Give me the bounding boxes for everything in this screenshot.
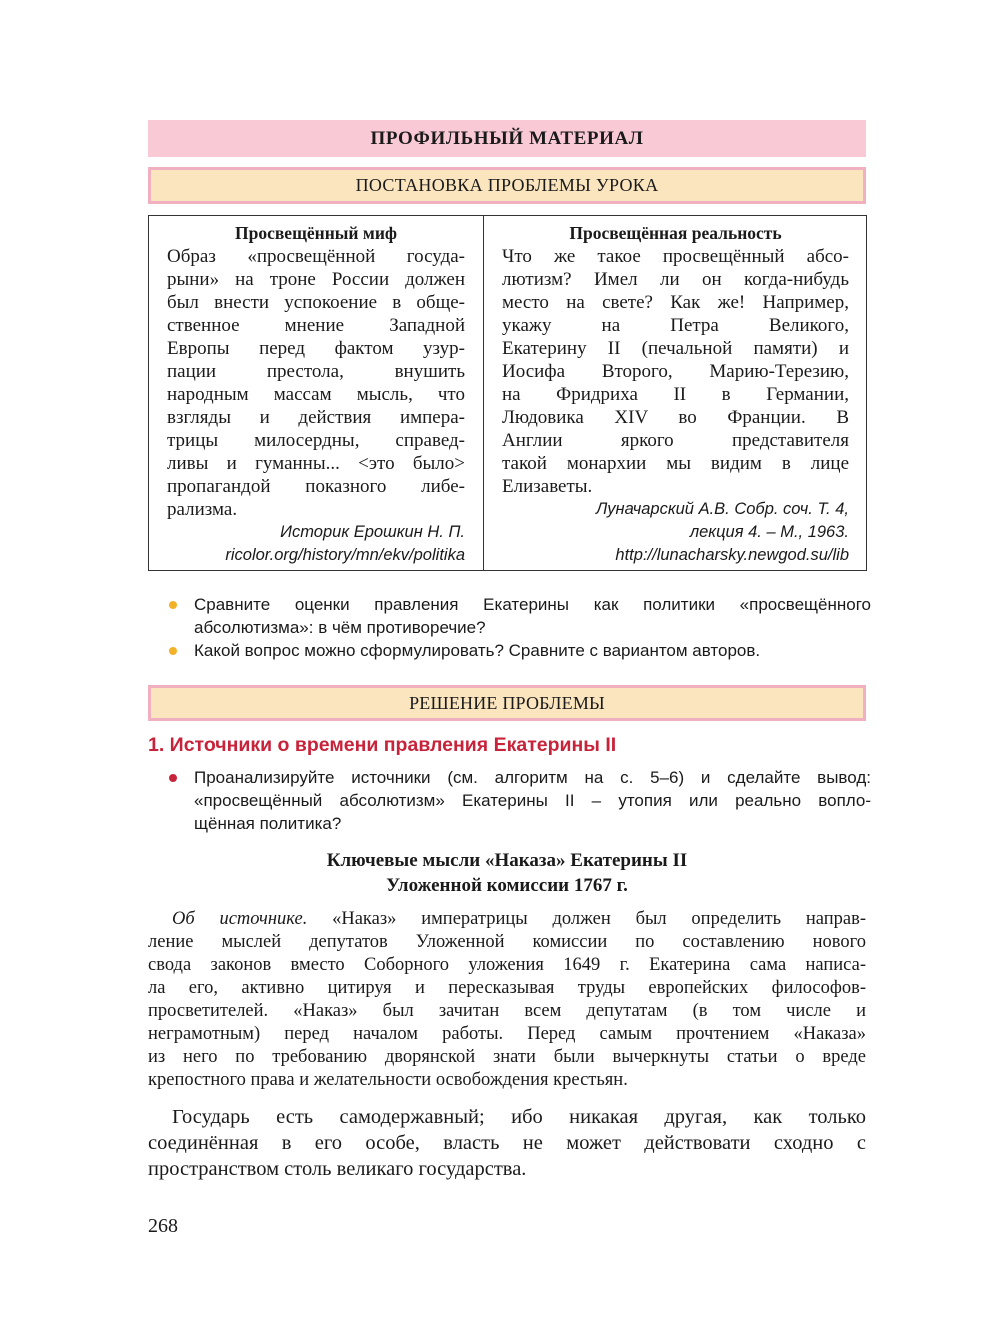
reality-source-url: http://lunacharsky.newgod.su/lib bbox=[615, 546, 849, 564]
myth-source-author: Историк Ерошкин Н. П. bbox=[280, 523, 465, 541]
text-line: соединённая в его особе, власть не может действовати сходно с bbox=[148, 1132, 866, 1154]
text-line: взгляды и действия импера- bbox=[167, 407, 465, 428]
question-line: Сравните оценки правления Екатерины как политики «просвещённого bbox=[194, 595, 871, 614]
text-line: рыни» на троне России должен bbox=[167, 269, 465, 290]
text-line: Европы перед фактом узур- bbox=[167, 338, 465, 359]
text-line: Англии яркого представителя bbox=[502, 430, 849, 451]
text-line: пространством столь великаго государства. bbox=[148, 1158, 527, 1180]
text-line: крепостного права и желательности освобождения крестьян. bbox=[148, 1070, 628, 1090]
text-line: на Фридриха II в Германии, bbox=[502, 384, 849, 405]
text-line: ла его, активно цитируя и пересказывая труды европейских философов- bbox=[148, 978, 866, 998]
question-line: абсолютизма»: в чём противоречие? bbox=[194, 618, 486, 637]
task-line: «просвещённый абсолютизм» Екатерины II – утопия или реально вопло- bbox=[194, 791, 871, 810]
document-title-line: Уложенной комиссии 1767 г. bbox=[386, 875, 628, 896]
about-source-paragraph bbox=[148, 908, 866, 1092]
document-title-line: Ключевые мысли «Наказа» Екатерины II bbox=[326, 850, 688, 871]
text-line: такой монархии мы видим в лице bbox=[502, 453, 849, 474]
text-line: свода законов вместо Соборного уложения 1649 г. Екатерина сама написа- bbox=[148, 955, 866, 975]
text-line: ление мыслей депутатов Уложенной комиссии по составлению нового bbox=[148, 932, 866, 952]
nakaz-quote bbox=[148, 1104, 866, 1182]
profile-material-band: ПРОФИЛЬНЫЙ МАТЕРИАЛ bbox=[148, 120, 866, 157]
text-line: Екатерину II (печальной памяти) и bbox=[502, 338, 849, 359]
bullet-dot-icon bbox=[169, 601, 177, 609]
enlightened-reality-text bbox=[502, 245, 849, 498]
section-heading: 1. Источники о времени правления Екатерины II bbox=[148, 734, 617, 756]
text-line: народным массам мысль, что bbox=[167, 384, 465, 405]
enlightened-myth-heading: Просвещённый миф bbox=[234, 223, 398, 243]
problem-solution-band: РЕШЕНИЕ ПРОБЛЕМЫ bbox=[148, 685, 866, 721]
myth-source-url: ricolor.org/history/mn/ekv/politika bbox=[225, 546, 465, 564]
question-list bbox=[166, 593, 871, 662]
bullet-dot-icon bbox=[169, 774, 177, 782]
text-line: лютизм? Имел ли он когда-нибудь bbox=[502, 269, 849, 290]
text-line: из него по требованию дворянской знати были вычеркнуты статьи о вреде bbox=[148, 1047, 866, 1067]
text-line: пропагандой показного либе- bbox=[167, 476, 465, 497]
text-line: Иосифа Второго, Марию-Терезию, bbox=[502, 361, 849, 382]
comparison-table bbox=[148, 215, 867, 571]
text-line: ливы и гуманны... <это было> bbox=[167, 453, 465, 474]
lesson-problem-band: ПОСТАНОВКА ПРОБЛЕМЫ УРОКА bbox=[148, 167, 866, 204]
text-line: Что же такое просвещённый абсо- bbox=[502, 246, 849, 267]
text-line: укажу на Петра Великого, bbox=[502, 315, 849, 336]
enlightened-myth-text bbox=[167, 245, 465, 521]
document-title bbox=[148, 848, 866, 898]
task-line: Проанализируйте источники (см. алгоритм на с. 5–6) и сделайте вывод: bbox=[194, 768, 871, 787]
question-item bbox=[166, 639, 871, 662]
enlightened-myth-column bbox=[149, 216, 484, 570]
text-line: Государь есть самодержавный; ибо никакая другая, как только bbox=[172, 1106, 866, 1128]
text-line bbox=[148, 908, 866, 931]
bullet-dot-icon bbox=[169, 647, 177, 655]
enlightened-reality-column bbox=[484, 216, 866, 570]
reality-source-lecture: лекция 4. – М., 1963. bbox=[689, 523, 849, 541]
reality-source-citation: Луначарский А.В. Собр. соч. Т. 4, bbox=[595, 500, 849, 518]
text-line: неграмотным) перед началом работы. Перед самым прочтением «Наказа» bbox=[148, 1024, 866, 1044]
page-number: 268 bbox=[148, 1215, 178, 1237]
text-line: трицы милосердны, справед- bbox=[167, 430, 465, 451]
text-line: просветителей. «Наказ» был зачитан всем депутатам (в том числе и bbox=[148, 1001, 866, 1021]
question-line: Какой вопрос можно сформулировать? Сравните с вариантом авторов. bbox=[194, 641, 761, 660]
task-line: щённая политика? bbox=[194, 814, 342, 833]
enlightened-reality-heading: Просвещённая реальность bbox=[569, 223, 782, 243]
text-line: был внести успокоение в обще- bbox=[167, 292, 465, 313]
text-line: Образ «просвещённой госуда- bbox=[167, 246, 465, 267]
text-line: пации престола, внушить bbox=[167, 361, 465, 382]
task-item bbox=[166, 766, 871, 835]
text-line: рализма. bbox=[167, 499, 238, 520]
task-list bbox=[166, 766, 871, 835]
about-source-text: «Наказ» императрицы должен был определить направ- bbox=[307, 909, 866, 929]
text-line: Елизаветы. bbox=[502, 476, 593, 497]
text-line: ственное мнение Западной bbox=[167, 315, 465, 336]
about-source-label: Об источнике. bbox=[172, 909, 308, 929]
text-line: место на свете? Как же! Например, bbox=[502, 292, 849, 313]
text-line: Людовика XIV во Франции. В bbox=[502, 407, 849, 428]
question-item bbox=[166, 593, 871, 639]
